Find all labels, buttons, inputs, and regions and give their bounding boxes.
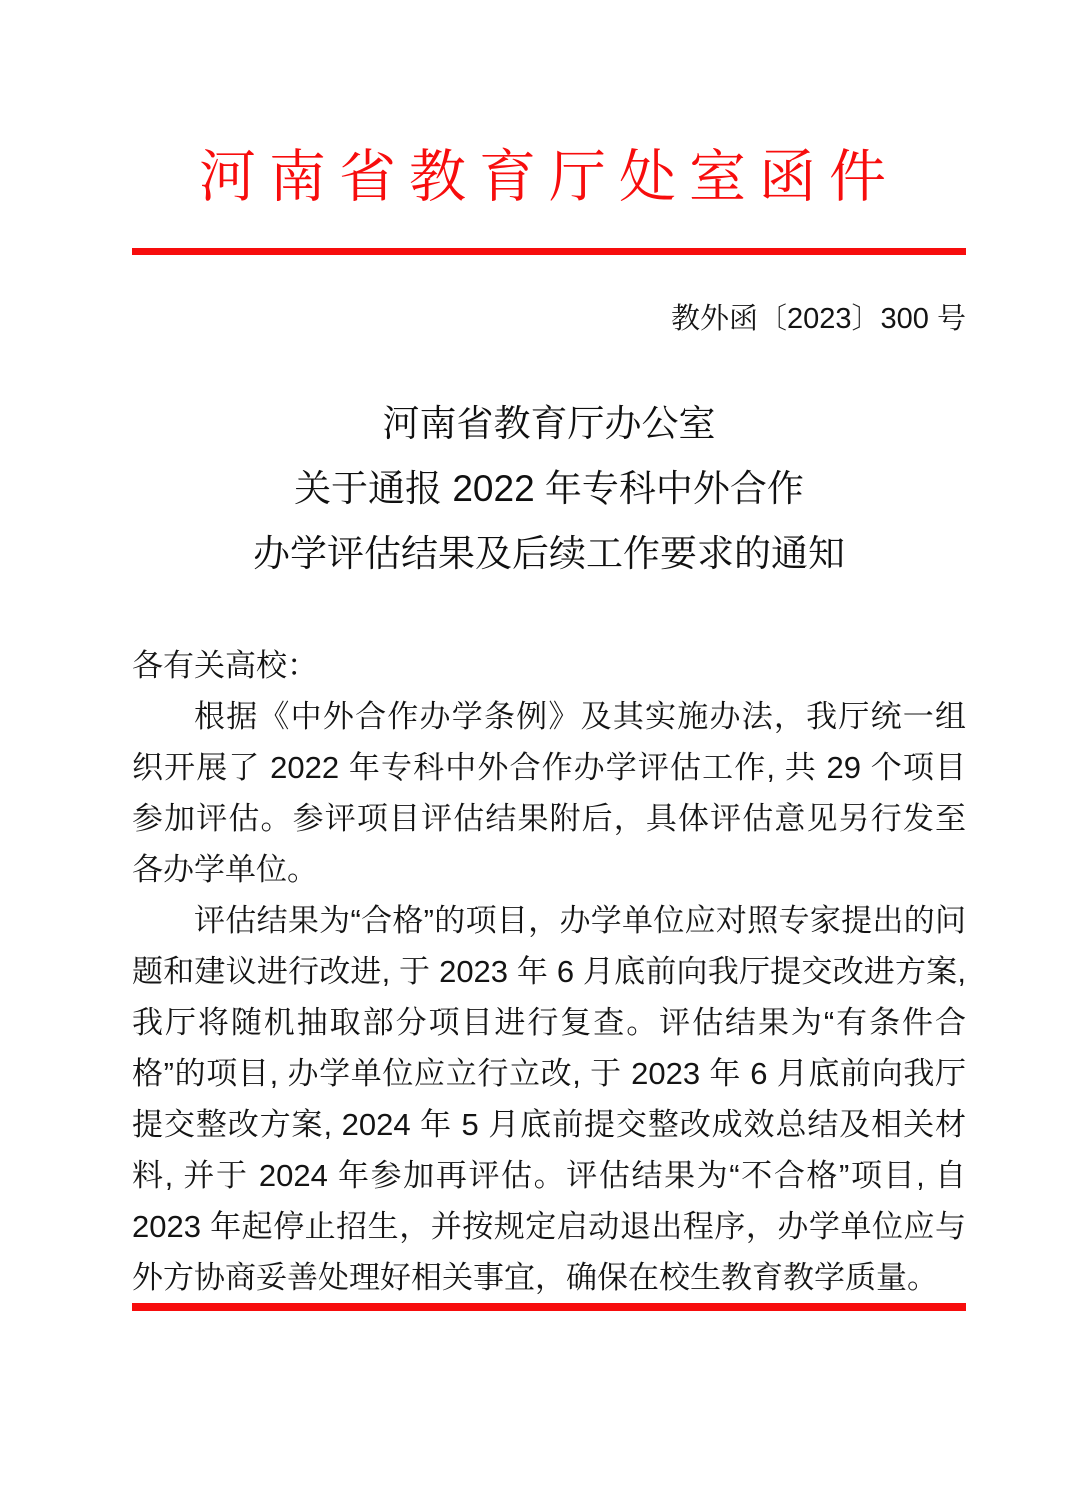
body-paragraph-1: 根据《中外合作办学条例》及其实施办法，我厅统一组织开展了 2022 年专科中外合作办学评估工作, 共 29 个项目参加评估。参评项目评估结果附后，具体评估意见另行发至各办学单位。 <box>132 699 966 887</box>
document-number: 教外函〔2023〕300 号 <box>671 303 966 335</box>
letterhead-title: 河南省教育厅处室函件 <box>199 145 899 209</box>
document-title-line-2: 关于通报 2022 年专科中外合作 <box>294 468 804 509</box>
footer-double-rule <box>132 1303 966 1311</box>
header-double-rule <box>132 248 966 255</box>
document-title-line-1: 河南省教育厅办公室 <box>382 403 716 444</box>
document-title <box>132 391 966 586</box>
body-paragraph-2: 评估结果为“合格”的项目，办学单位应对照专家提出的问题和建议进行改进, 于 2023 年 6 月底前向我厅提交改进方案, 我厅将随机抽取部分项目进行复查。评估结果为“有条件合格”的项目, 办学单位应立行立改, 于 2023 年 6 月底前向我厅提交整改方案, 2024 年 5 月底前提交整改成效总结及相关材料, 并于 2024 年参加再评估。评估结果为“不合格”项目, 自 2023 年起停止招生，并按规定启动退出程序，办学单位应与外方协商妥善处理好相关事宜，确保在校生教育教学质量。 <box>132 903 966 1295</box>
document-title-line-3: 办学评估结果及后续工作要求的通知 <box>253 533 845 574</box>
document-body <box>132 640 966 1303</box>
salutation: 各有关高校： <box>132 648 318 683</box>
